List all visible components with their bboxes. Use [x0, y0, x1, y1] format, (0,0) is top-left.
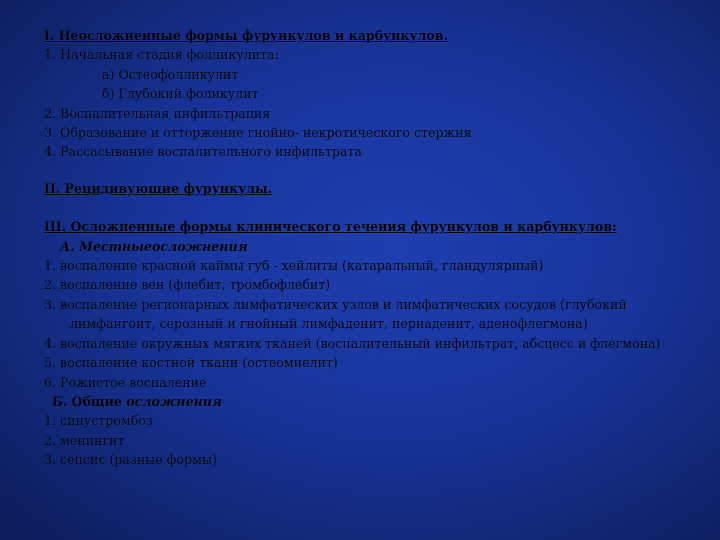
list-item: 6. Рожистое воспаление [44, 374, 207, 390]
list-item: 3. сепсис (разные формы) [44, 452, 217, 468]
list-item: 1. воспаление красной каймы губ - хейлиты (катаральный, гландулярный) [44, 258, 544, 274]
list-item: 3. Образование и отторжение гнойно- некротического стержня [44, 125, 472, 141]
section-1-title: I. Неосложненные формы фурункулов и карбункулов. [44, 28, 448, 43]
list-item: 1. Начальная стадия фолликулита: [44, 47, 279, 63]
list-item: 2. менингит [44, 432, 125, 448]
spacer [44, 198, 684, 217]
list-item: 2. Воспалительная инфильтрация [44, 105, 271, 121]
list-item: 2. воспаление вен (флебит, тромбофлебит) [44, 277, 331, 293]
general-complications-heading [44, 392, 684, 411]
list-subitem: б) Глубокий фоликулит [102, 86, 259, 102]
general-heading-part-b: осложнения [126, 393, 222, 409]
local-heading-part-a: А. Местные [60, 238, 152, 254]
slide-content [44, 26, 684, 470]
spacer [44, 162, 684, 179]
list-item: 5. воспаление костной ткани (остеомиелит) [44, 355, 338, 371]
list-item: 4. воспаление окружных мягких тканей (воспалительный инфильтрат, абсцесс и флегмона) [44, 335, 661, 351]
list-item: 1. синустромбоз [44, 413, 153, 429]
local-complications-heading [44, 237, 684, 256]
list-item: 4. Рассасывание воспалительного инфильтрата [44, 144, 362, 160]
list-subitem: а) Остеофолликулит [102, 66, 239, 82]
local-heading-part-b: осложнения [151, 238, 248, 254]
general-heading-part-a: Б. Общие [52, 393, 127, 409]
section-2-title: II. Рецидивующие фурункулы. [44, 180, 273, 196]
list-item: 3. воспаление регионарных лимфатических узлов и лимфатических сосудов (глубокий лимфангоит, серозный и гнойный лимфаденит, периаденит, аденофлегмона) [44, 296, 627, 332]
section-3-title: III. Осложненные формы клинического течения фурункулов и карбункулов: [44, 219, 617, 235]
